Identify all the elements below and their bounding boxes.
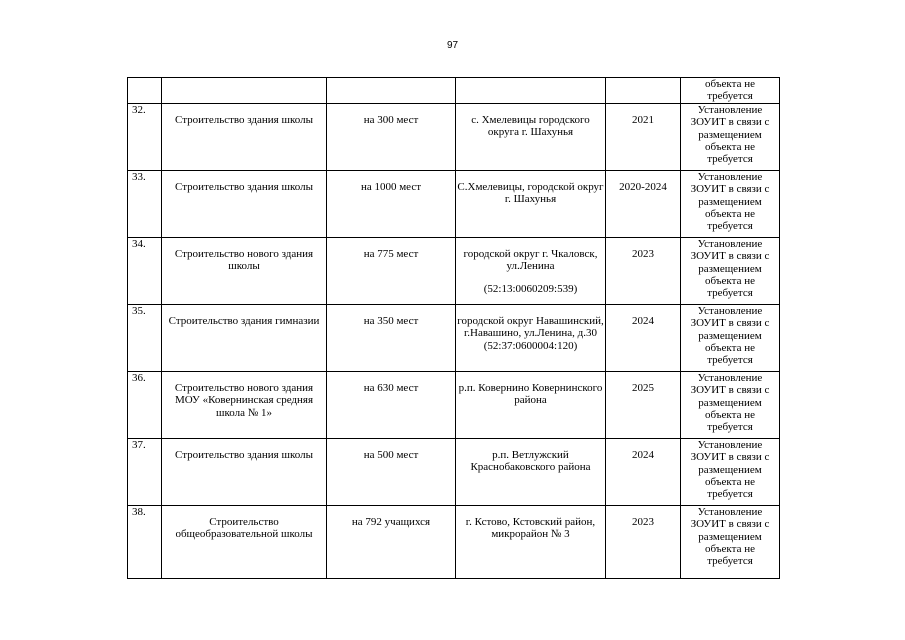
location: р.п. Ветлужский Краснобаковского района [470,448,591,474]
year-cell [606,103,681,170]
year-cell [606,438,681,505]
location-cell [456,304,606,371]
location: с. Хмелевицы городского округа г. Шахунья [471,113,590,139]
location-cell [456,505,606,578]
object-name-cell [162,438,327,505]
year-cell [606,505,681,578]
location: г. Кстово, Кстовский район, микрорайон № 3 [465,515,596,541]
location-cell [456,438,606,505]
page-number: 97 [446,40,459,51]
capacity: на 775 мест [363,247,419,260]
row-number: 33. [128,170,162,237]
capacity-cell [327,371,456,438]
year-cell [606,371,681,438]
note-cell [681,505,780,578]
capacity-cell [327,438,456,505]
note-cell [681,438,780,505]
year: 2023 [632,247,654,260]
capacity: на 630 мест [363,381,419,394]
note-text: Установление ЗОУИТ в связи с размещением объекта не требуется [690,438,770,501]
table-row-continuation [128,78,780,104]
location: С.Хмелевицы, городской округ г. Шахунья [457,180,604,206]
note-text: Установление ЗОУИТ в связи с размещением объекта не требуется [690,371,770,434]
object-name: Строительство здания школы [175,448,313,461]
location: городской округ Навашинский, г.Навашино, ул.Ленина, д.30 (52:37:0600004:120) [457,314,604,352]
note-text: объекта не требуется [705,78,755,103]
year-cell [606,237,681,304]
table-row [128,170,780,237]
note-cell [681,170,780,237]
year-cell [606,304,681,371]
capacity-cell [327,237,456,304]
year: 2024 [632,314,654,327]
table-row [128,304,780,371]
row-number: 35. [128,304,162,371]
object-name: Строительство здания школы [175,113,313,126]
object-name-cell [162,103,327,170]
note-text: Установление ЗОУИТ в связи с размещением объекта не требуется [690,170,770,233]
object-name-cell [162,371,327,438]
object-name: Строительство здания школы [175,180,313,193]
object-name-cell [162,304,327,371]
note-cell [681,371,780,438]
object-name-cell [162,237,327,304]
location-cell [456,371,606,438]
objects-table [127,77,780,579]
capacity: на 792 учащихся [351,515,431,528]
year-cell [606,170,681,237]
capacity-cell [327,505,456,578]
year: 2020-2024 [619,180,667,193]
capacity-cell [327,103,456,170]
row-number: 34. [128,237,162,304]
object-name: Строительство нового здания школы [174,247,314,273]
note-cell [681,237,780,304]
note-cell [681,78,780,104]
note-text: Установление ЗОУИТ в связи с размещением объекта не требуется [690,103,770,166]
year: 2024 [632,448,654,461]
location-cell [456,237,606,304]
capacity-cell [327,304,456,371]
note-text: Установление ЗОУИТ в связи с размещением объекта не требуется [690,505,770,568]
location-cell [456,103,606,170]
capacity: на 300 мест [363,113,419,126]
note-text: Установление ЗОУИТ в связи с размещением объекта не требуется [690,237,770,300]
year: 2025 [632,381,654,394]
table-row [128,438,780,505]
table-row [128,103,780,170]
capacity-cell [327,170,456,237]
object-name-cell [162,505,327,578]
row-number: 36. [128,371,162,438]
object-name: Строительство здания гимназии [168,314,320,327]
note-cell [681,304,780,371]
year: 2021 [632,113,654,126]
table-row [128,371,780,438]
location: городской округ г. Чкаловск, ул.Ленина [463,247,598,273]
object-name: Строительство общеобразовательной школы [175,515,313,541]
row-number: 32. [128,103,162,170]
table-row [128,505,780,578]
object-name: Строительство нового здания МОУ «Ковернинская средняя школа № 1» [174,381,314,419]
year: 2023 [632,515,654,528]
row-number: 38. [128,505,162,578]
location: р.п. Ковернино Ковернинского района [458,381,603,407]
row-number: 37. [128,438,162,505]
location-cell [456,170,606,237]
object-name-cell [162,170,327,237]
capacity: на 500 мест [363,448,419,461]
location-cadastral: (52:13:0060209:539) [483,282,578,295]
capacity: на 1000 мест [360,180,422,193]
note-cell [681,103,780,170]
table-row [128,237,780,304]
note-text: Установление ЗОУИТ в связи с размещением объекта не требуется [690,304,770,367]
capacity: на 350 мест [363,314,419,327]
